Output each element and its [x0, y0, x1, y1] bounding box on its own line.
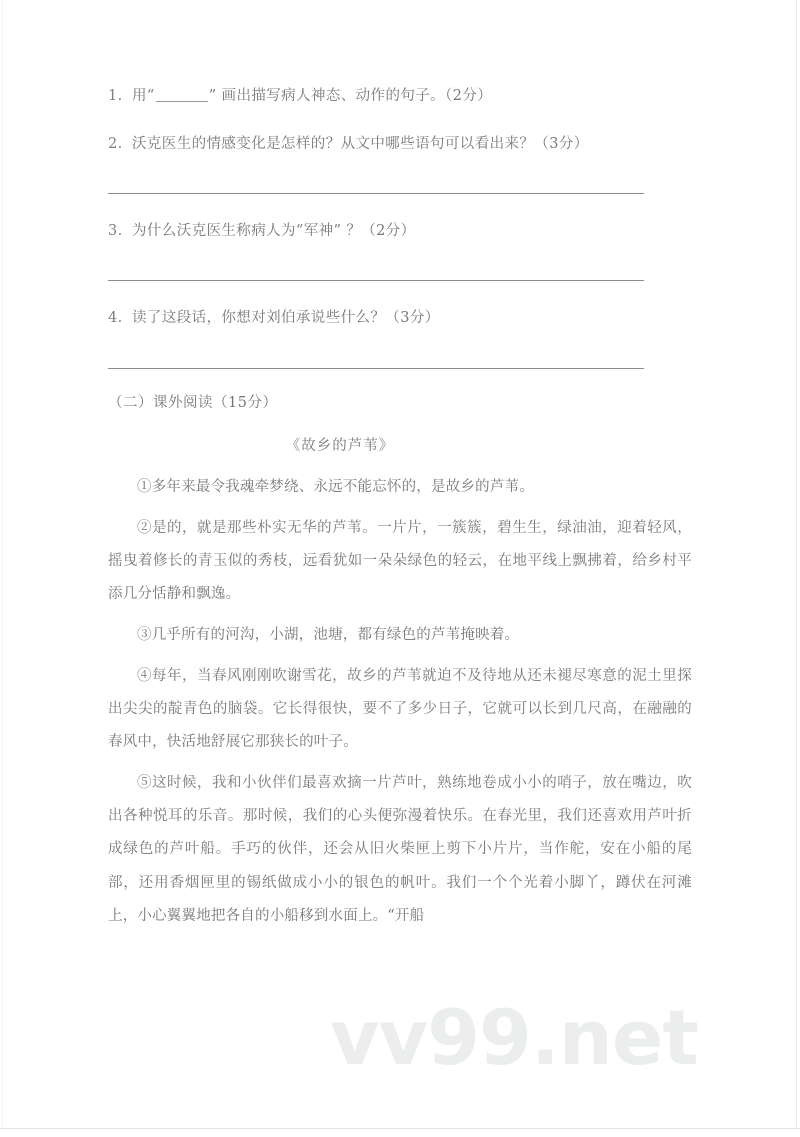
question-text-3: 为什么沃克医生称病人为“军神” ？（2分） — [132, 222, 416, 239]
question-number-1: 1. — [108, 88, 123, 104]
site-watermark: vv99.net — [330, 993, 698, 1082]
article-paragraph-2: ②是的，就是那些朴实无华的芦苇。一片片，一簇簇，碧生生，绿油油，迎着轻风，摇曳着修长的青玉似的秀枝，远看犹如一朵朵绿色的轻云，在地平线上飘拂着，给乡村平添几分恬静和飘逸。 — [108, 520, 692, 603]
page-left-border — [2, 0, 3, 1129]
question-suffix-1: ” 画出描写病人神态、动作的句子。（2分） — [208, 88, 493, 104]
page-content — [108, 0, 692, 933]
article-paragraph-4: ④每年，当春风刚刚吹谢雪花，故乡的芦苇就迫不及待地从还未褪尽寒意的泥土里探出尖尖的靛青色的脑袋。它长得很快，要不了多少日子，它就可以长到几尺高，在融融的春风中，快活地舒展它那狭长的叶子。 — [108, 668, 692, 751]
answer-blank-inline[interactable] — [156, 101, 208, 102]
section-heading-reading: （二）课外阅读（15分） — [108, 395, 278, 411]
question-number-4: 4. — [108, 310, 123, 327]
question-item-1 — [108, 86, 692, 108]
article-paragraph-5: ⑤这时候，我和小伙伴们最喜欢摘一片芦叶，熟练地卷成小小的哨子，放在嘴边，吹出各种悦耳的乐音。那时候，我们的心头便弥漫着快乐。在春光里，我们还喜欢用芦叶折成绿色的芦叶船。手巧的伙伴，还会从旧火柴匣上剪下小片片，当作舵，安在小船的尾部，还用香烟匣里的锡纸做成小小的银色的帆叶。我们一个个光着小脚丫，蹲伏在河滩上，小心翼翼地把各自的小船移到水面上。“开船 — [108, 775, 692, 924]
question-number-2: 2. — [108, 135, 123, 152]
question-text-2: 沃克医生的情感变化是怎样的？从文中哪些语句可以看出来？（3分） — [132, 135, 589, 152]
article-paragraph-1: ①多年来最令我魂牵梦绕、永远不能忘怀的，是故乡的芦苇。 — [137, 479, 534, 495]
answer-rule-2[interactable] — [108, 193, 644, 194]
question-item-3 — [108, 221, 692, 243]
question-text-1 — [132, 86, 692, 108]
page-right-border — [796, 0, 797, 1129]
question-text-4: 读了这段话，你想对刘伯承说些什么？（3分） — [132, 310, 440, 327]
page-bottom-border — [0, 1128, 800, 1129]
question-number-3: 3. — [108, 222, 123, 239]
question-item-2 — [108, 134, 692, 156]
question-item-4 — [108, 308, 692, 330]
article-title: 《故乡的芦苇》 — [285, 438, 395, 454]
question-prefix-1: 用“ — [132, 88, 155, 104]
answer-rule-3[interactable] — [108, 280, 644, 281]
article-paragraph-3: ③几乎所有的河沟，小湖，池塘，都有绿色的芦苇掩映着。 — [137, 627, 520, 644]
answer-rule-4[interactable] — [108, 368, 644, 369]
